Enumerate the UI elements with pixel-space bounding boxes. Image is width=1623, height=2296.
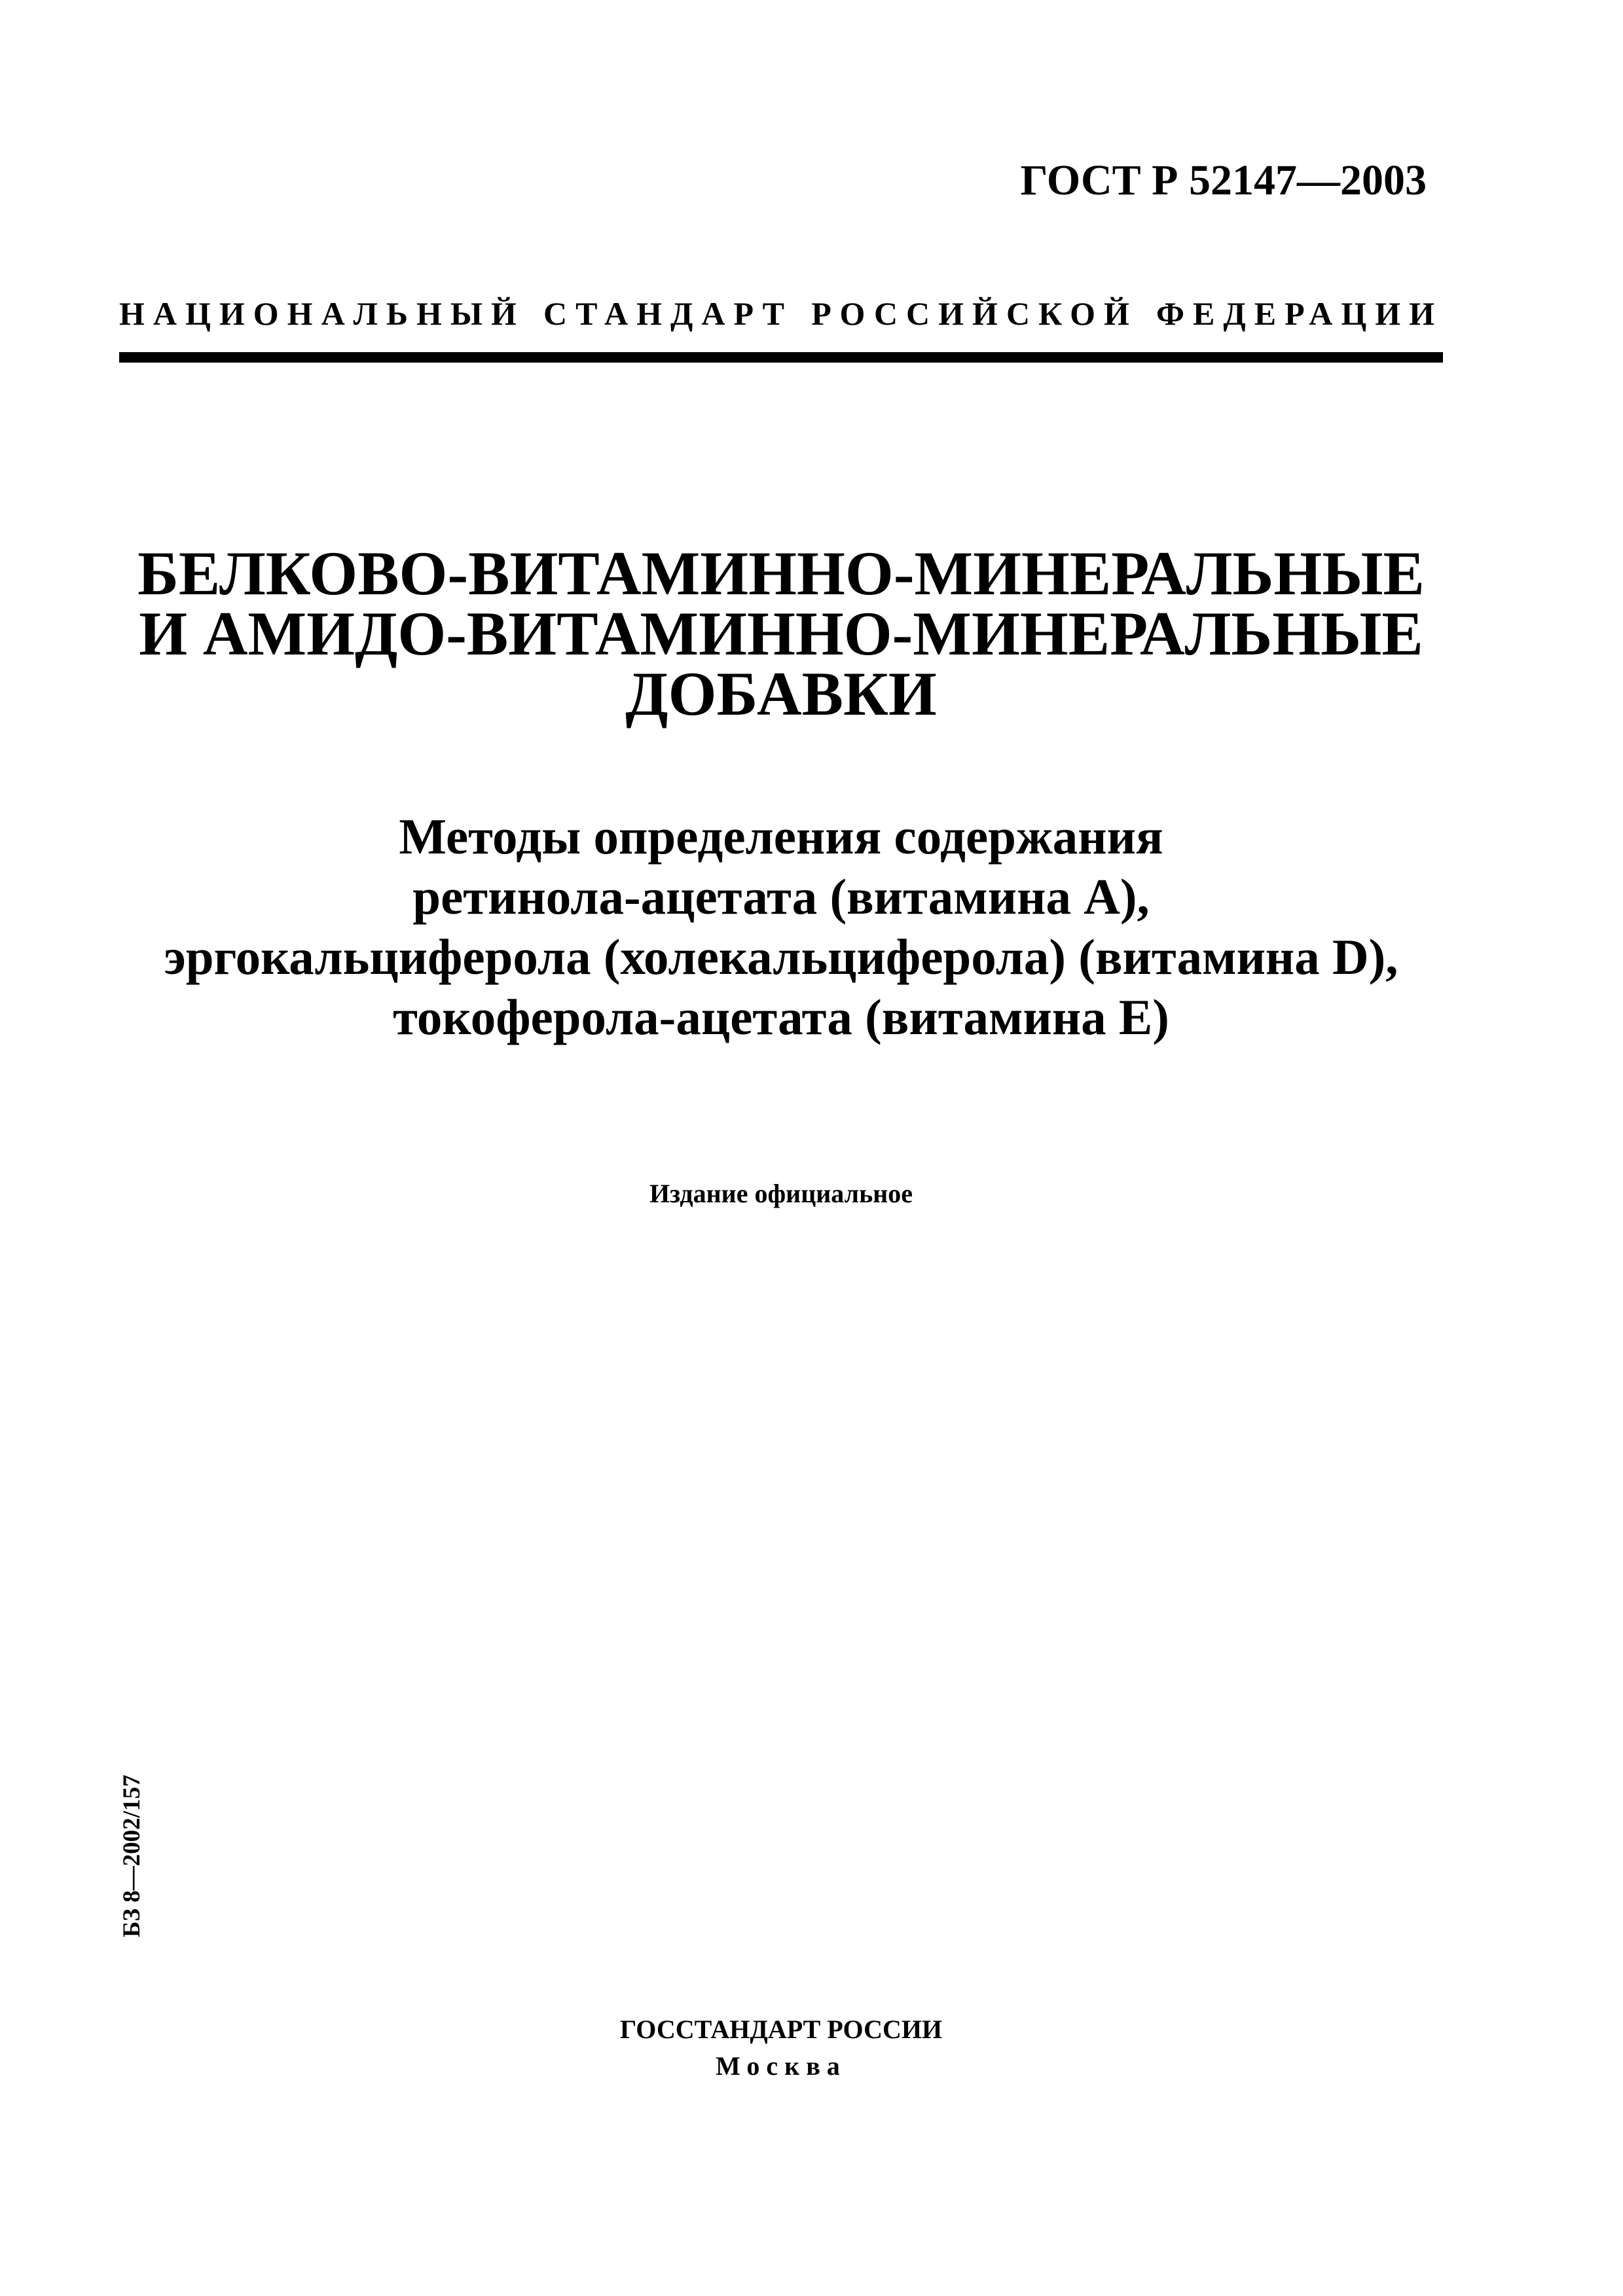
publication-city: Москва <box>716 2051 847 2081</box>
edition-note: Издание официальное <box>649 1179 913 1208</box>
title-line: ДОБАВКИ <box>625 659 937 728</box>
document-title <box>119 539 1443 728</box>
header-rule <box>119 352 1443 363</box>
subtitle-line: Методы определения содержания <box>399 808 1163 865</box>
document-subtitle <box>119 806 1443 1047</box>
subtitle-line: эргокальциферола (холекальциферола) (витамина D), <box>164 929 1398 985</box>
title-line: БЕЛКОВО-ВИТАМИННО-МИНЕРАЛЬНЫЕ <box>137 539 1425 608</box>
subtitle-line: ретинола-ацетата (витамина А), <box>412 869 1150 925</box>
national-standard-heading <box>119 295 1443 332</box>
publisher: ГОССТАНДАРТ РОССИИ <box>619 2015 943 2044</box>
national-standard-text: НАЦИОНАЛЬНЫЙ СТАНДАРТ РОССИЙСКОЙ ФЕДЕРАЦИИ <box>119 295 1443 332</box>
registration-code: БЗ 8—2002/157 <box>119 1774 145 1937</box>
subtitle-line: токоферола-ацетата (витамина Е) <box>393 989 1169 1045</box>
title-line: И АМИДО-ВИТАМИННО-МИНЕРАЛЬНЫЕ <box>139 599 1423 668</box>
standard-designation: ГОСТ Р 52147—2003 <box>1020 156 1427 204</box>
